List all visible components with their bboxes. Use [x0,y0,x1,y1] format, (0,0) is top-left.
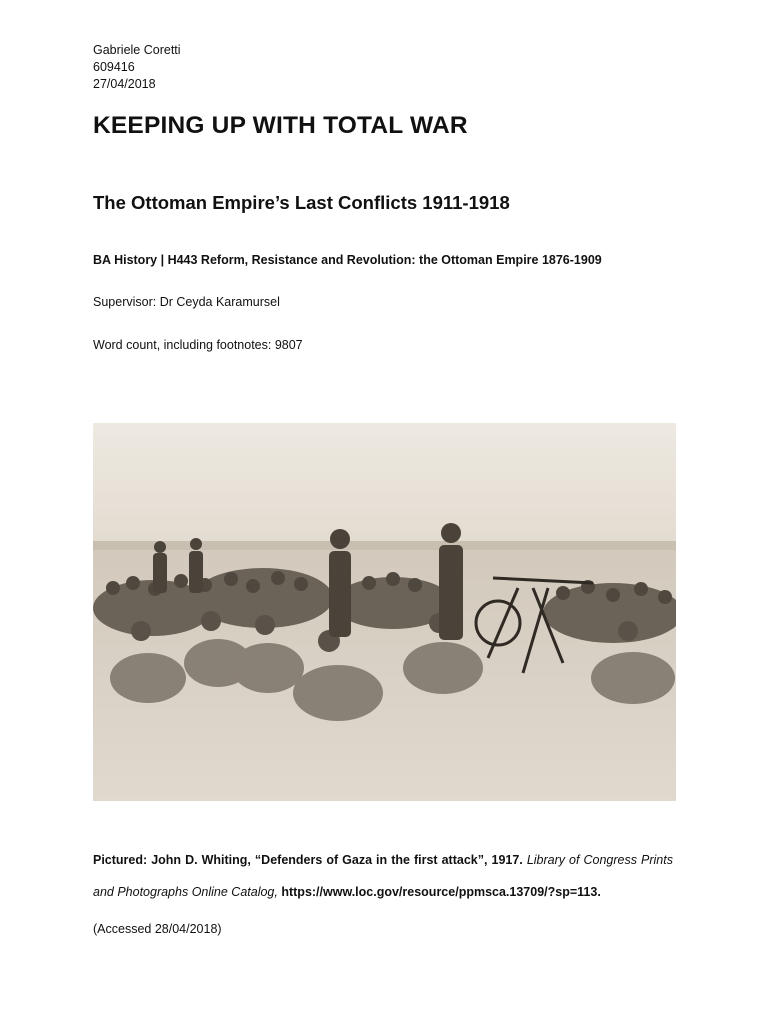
student-id: 609416 [93,60,135,74]
word-count-line: Word count, including footnotes: 9807 [93,338,303,352]
author-name: Gabriele Coretti [93,43,181,57]
accessed-date: (Accessed 28/04/2018) [93,922,222,936]
document-date: 27/04/2018 [93,77,156,91]
caption-credit: Pictured: John D. Whiting, “Defenders of Gaza in the first attack”, 1917. [93,853,523,867]
caption-source: Library of Congress Prints and Photographs Online Catalog, [93,853,673,899]
course-line: BA History | H443 Reform, Resistance and Revolution: the Ottoman Empire 1876-1909 [93,253,602,267]
author-block [93,42,181,93]
caption-link[interactable]: https://www.loc.gov/resource/ppmsca.13709/?sp=113. [281,885,601,899]
document-subtitle: The Ottoman Empire’s Last Conflicts 1911-1918 [93,192,510,213]
photo-caption [93,844,673,908]
supervisor-line: Supervisor: Dr Ceyda Karamursel [93,295,280,309]
historical-photograph [93,423,676,801]
document-title: KEEPING UP WITH TOTAL WAR [93,112,468,139]
